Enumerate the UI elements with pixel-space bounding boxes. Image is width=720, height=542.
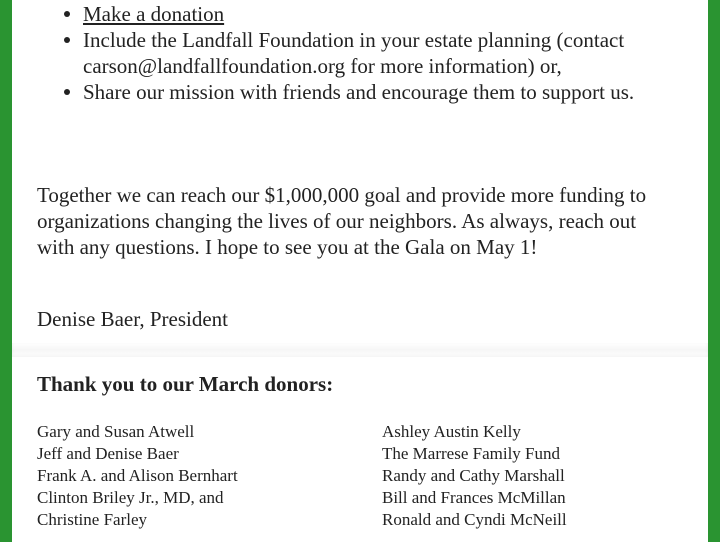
donor-list-right — [382, 421, 567, 531]
donor-name: The Marrese Family Fund — [382, 444, 560, 463]
donor-name: Christine Farley — [37, 510, 148, 529]
make-donation-link[interactable]: Make a donation — [83, 2, 225, 26]
support-options-list — [36, 1, 720, 105]
signature: Denise Baer, President — [37, 307, 229, 331]
donor-list-left — [37, 421, 238, 531]
newsletter-content — [12, 0, 708, 542]
list-item-estate-planning: Include the Landfall Foundation in your estate planning (contact carson@landfallfoundation.org for more information) or, — [83, 27, 720, 79]
list-item-share-mission: Share our mission with friends and encourage them to support us. — [83, 79, 720, 105]
section-divider — [12, 343, 708, 357]
donor-name: Gary and Susan Atwell — [37, 422, 195, 441]
donor-name: Ronald and Cyndi McNeill — [382, 510, 567, 529]
closing-paragraph: Together we can reach our $1,000,000 goal and provide more funding to organizations changing the lives of our neighbors. As always, reach out with any questions. I hope to see you at the Gala on May 1! — [37, 183, 647, 259]
donors-heading: Thank you to our March donors: — [37, 372, 334, 396]
list-item-donate — [83, 1, 720, 27]
donor-name: Randy and Cathy Marshall — [382, 466, 565, 485]
donor-name: Clinton Briley Jr., MD, and — [37, 488, 224, 507]
donor-name: Frank A. and Alison Bernhart — [37, 466, 238, 485]
donor-name: Jeff and Denise Baer — [37, 444, 179, 463]
donor-name: Ashley Austin Kelly — [382, 422, 521, 441]
donor-name: Bill and Frances McMillan — [382, 488, 566, 507]
